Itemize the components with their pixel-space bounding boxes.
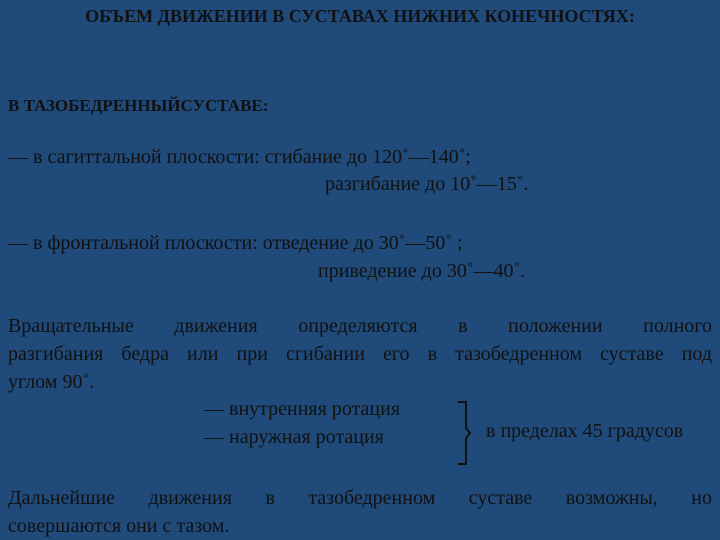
internal-rotation-item: — внутренняя ротация bbox=[204, 398, 401, 420]
final-paragraph-line: Дальнейшие движения в тазобедренном суставе возможны, но bbox=[8, 487, 712, 509]
frontal-adduction-line: приведение до 30˚—40˚. bbox=[318, 260, 526, 282]
frontal-plane-line: — в фронтальной плоскости: отведение до 30˚—50˚ ; bbox=[8, 232, 463, 254]
final-paragraph bbox=[8, 484, 712, 540]
rotation-range-label: в пределах 45 градусов bbox=[486, 420, 684, 442]
section-heading: В ТАЗОБЕДРЕННЫЙСУСТАВЕ: bbox=[8, 96, 269, 115]
sagittal-plane-line: — в сагиттальной плоскости: сгибание до 120˚—140˚; bbox=[8, 146, 471, 168]
rotation-paragraph-line: разгибания бедра или при сгибании его в тазобедренном суставе под bbox=[8, 343, 712, 365]
rotation-paragraph-line: Вращательные движения определяются в положении полного bbox=[8, 315, 712, 337]
sagittal-extension-line: разгибание до 10˚—15˚. bbox=[325, 173, 529, 195]
right-brace-icon bbox=[456, 400, 482, 466]
slide-title: ОБЪЕМ ДВИЖЕНИИ В СУСТАВАХ НИЖНИХ КОНЕЧНОСТЯХ: bbox=[85, 6, 635, 26]
rotation-paragraph bbox=[8, 312, 712, 396]
external-rotation-item: — наружная ротация bbox=[204, 426, 384, 448]
final-paragraph-line: совершаются они с тазом. bbox=[8, 515, 230, 537]
rotation-paragraph-line: углом 90˚. bbox=[8, 371, 95, 393]
